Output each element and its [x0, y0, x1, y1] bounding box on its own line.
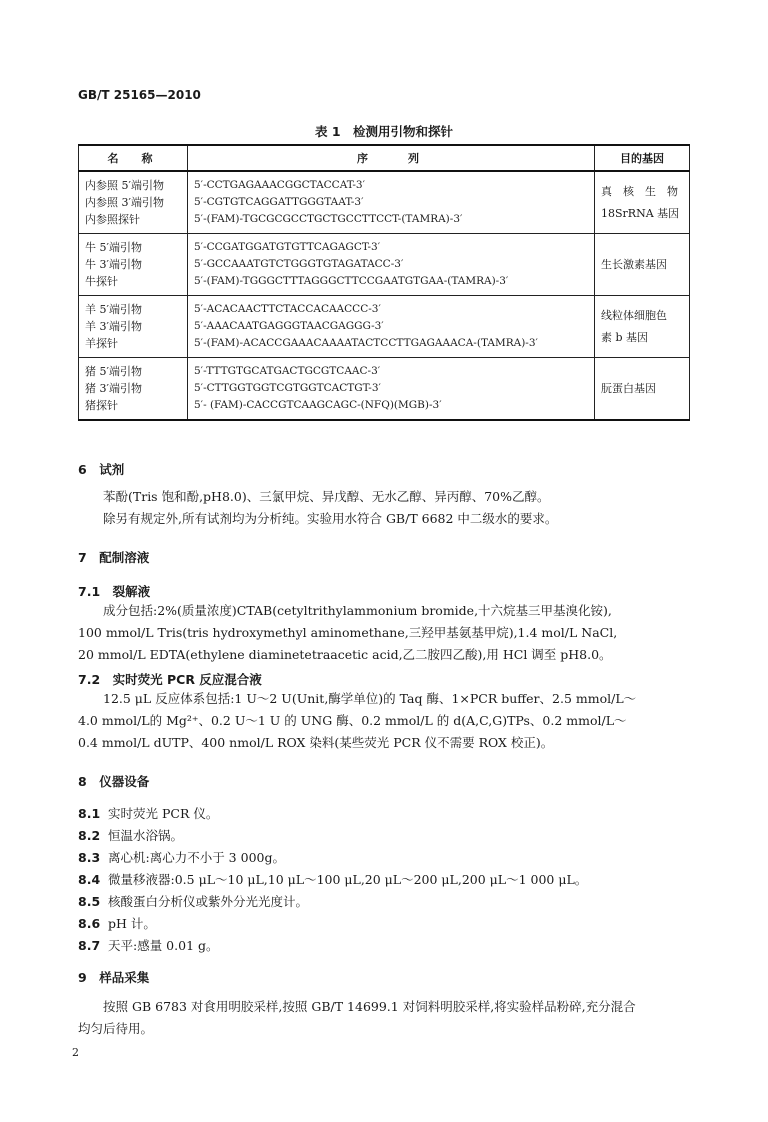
text-line: 成分包括:2%(质量浓度)CTAB(cetyltrithylammonium bromide,十六烷基三甲基溴化铵),	[103, 603, 612, 618]
primer-name: 羊探针	[85, 337, 118, 350]
primer-name: 猪 3′端引物	[85, 382, 142, 395]
sequence: 5′-CTTGGTGGTCGTGGTCACTGT-3′	[194, 382, 381, 394]
reagents-paragraph	[78, 486, 690, 530]
table-header-row	[79, 145, 690, 171]
section-heading-equipment: 8 仪器设备	[78, 774, 150, 789]
target-gene: 朊蛋白基因	[601, 381, 656, 395]
sequence-cell	[188, 171, 595, 234]
column-header-sequence: 序 列	[188, 145, 595, 171]
text-line: 苯酚(Tris 饱和酚,pH8.0)、三氯甲烷、异戊醇、无水乙醇、异丙醇、70%乙醇。	[103, 489, 550, 504]
sequence-cell	[188, 358, 595, 421]
primer-name: 羊 3′端引物	[85, 320, 142, 333]
text-line: 4.0 mmol/L的 Mg²⁺、0.2 U～1 U 的 UNG 酶、0.2 mmol/L 的 d(A,C,G)TPs、0.2 mmol/L～	[78, 713, 627, 728]
text-line: 均匀后待用。	[78, 1021, 154, 1036]
primer-name: 猪探针	[85, 399, 118, 412]
text-line: 按照 GB 6783 对食用明胶采样,按照 GB/T 14699.1 对饲料明胶采样,将实验样品粉碎,充分混合	[103, 999, 636, 1014]
sequence: 5′-ACACAACTTCTACCACAACCC-3′	[194, 303, 381, 315]
target-gene: 18SrRNA 基因	[601, 206, 680, 220]
target-gene: 生长激素基因	[601, 257, 667, 271]
target-gene-cell	[595, 296, 690, 358]
sampling-paragraph	[78, 996, 690, 1040]
page-number: 2	[72, 1046, 79, 1059]
equipment-item: 8.1 实时荧光 PCR 仪。	[78, 806, 219, 821]
equipment-item: 8.7 天平:感量 0.01 g。	[78, 938, 219, 953]
column-header-name: 名 称	[79, 145, 188, 171]
pcr-mix-paragraph	[78, 688, 690, 754]
text-line: 100 mmol/L Tris(tris hydroxymethyl aminomethane,三羟甲基氨基甲烷),1.4 mol/L NaCl,	[78, 625, 618, 640]
names-cell	[79, 358, 188, 421]
table-caption: 表 1 检测用引物和探针	[314, 124, 454, 139]
target-gene-cell	[595, 234, 690, 296]
equipment-item: 8.4 微量移液器:0.5 μL～10 μL,10 μL～100 μL,20 μL～200 μL,200 μL～1 000 μL。	[78, 872, 588, 887]
primer-name: 猪 5′端引物	[85, 365, 142, 378]
table-row	[79, 234, 690, 296]
target-gene: 素 b 基因	[601, 330, 649, 344]
primer-probe-table	[78, 144, 690, 421]
target-gene-cell	[595, 171, 690, 234]
primer-name: 内参照探针	[85, 213, 140, 226]
equipment-item: 8.5 核酸蛋白分析仪或紫外分光光度计。	[78, 894, 309, 909]
sequence: 5′-(FAM)-TGGGCTTTAGGGCTTCCGAATGTGAA-(TAMRA)-3′	[194, 275, 509, 287]
table-row	[79, 296, 690, 358]
names-cell	[79, 296, 188, 358]
sequence-cell	[188, 234, 595, 296]
primer-name: 内参照 5′端引物	[85, 179, 164, 192]
sequence: 5′-TTTGTGCATGACTGCGTCAAC-3′	[194, 365, 381, 377]
text-line: 12.5 μL 反应体系包括:1 U～2 U(Unit,酶学单位)的 Taq 酶、1×PCR buffer、2.5 mmol/L～	[103, 691, 637, 706]
sequence-cell	[188, 296, 595, 358]
column-header-target: 目的基因	[595, 145, 690, 171]
subsection-heading-lysis: 7.1 裂解液	[78, 584, 151, 599]
target-gene-cell	[595, 358, 690, 421]
primer-name: 牛 3′端引物	[85, 258, 142, 271]
target-gene: 线粒体细胞色	[601, 308, 667, 322]
table-row	[79, 358, 690, 421]
primer-name: 牛 5′端引物	[85, 241, 142, 254]
section-heading-reagents: 6 试剂	[78, 462, 125, 477]
sequence: 5′-CCTGAGAAACGGCTACCAT-3′	[194, 179, 365, 191]
target-gene: 真 核 生 物	[601, 184, 678, 198]
sequence: 5′-(FAM)-ACACCGAAACAAAATACTCCTTGAGAAACA-(TAMRA)-3′	[194, 337, 538, 349]
subsection-heading-pcr-mix: 7.2 实时荧光 PCR 反应混合液	[78, 672, 262, 687]
lysis-paragraph	[78, 600, 690, 666]
sequence: 5′-GCCAAATGTCTGGGTGTAGATACC-3′	[194, 258, 404, 270]
equipment-item: 8.3 离心机:离心力不小于 3 000g。	[78, 850, 285, 865]
equipment-item: 8.2 恒温水浴锅。	[78, 828, 184, 843]
sequence: 5′- (FAM)-CACCGTCAAGCAGC-(NFQ)(MGB)-3′	[194, 399, 442, 411]
equipment-item: 8.6 pH 计。	[78, 916, 156, 931]
sequence: 5′-CGTGTCAGGATTGGGTAAT-3′	[194, 196, 364, 208]
text-line: 0.4 mmol/L dUTP、400 nmol/L ROX 染料(某些荧光 PCR 仪不需要 ROX 校正)。	[78, 735, 554, 750]
sequence: 5′-(FAM)-TGCGCGCCTGCTGCCTTCCT-(TAMRA)-3′	[194, 213, 463, 225]
text-line: 除另有规定外,所有试剂均为分析纯。实验用水符合 GB/T 6682 中二级水的要求。	[103, 511, 558, 526]
section-heading-sampling: 9 样品采集	[78, 970, 150, 985]
table-row	[79, 171, 690, 234]
sequence: 5′-AAACAATGAGGGTAACGAGGG-3′	[194, 320, 384, 332]
primer-name: 牛探针	[85, 275, 118, 288]
section-heading-solutions: 7 配制溶液	[78, 550, 150, 565]
primer-name: 内参照 3′端引物	[85, 196, 164, 209]
names-cell	[79, 171, 188, 234]
standard-number: GB/T 25165—2010	[78, 88, 201, 102]
sequence: 5′-CCGATGGATGTGTTCAGAGCT-3′	[194, 241, 381, 253]
primer-name: 羊 5′端引物	[85, 303, 142, 316]
names-cell	[79, 234, 188, 296]
text-line: 20 mmol/L EDTA(ethylene diaminetetraacetic acid,乙二胺四乙酸),用 HCl 调至 pH8.0。	[78, 647, 612, 662]
